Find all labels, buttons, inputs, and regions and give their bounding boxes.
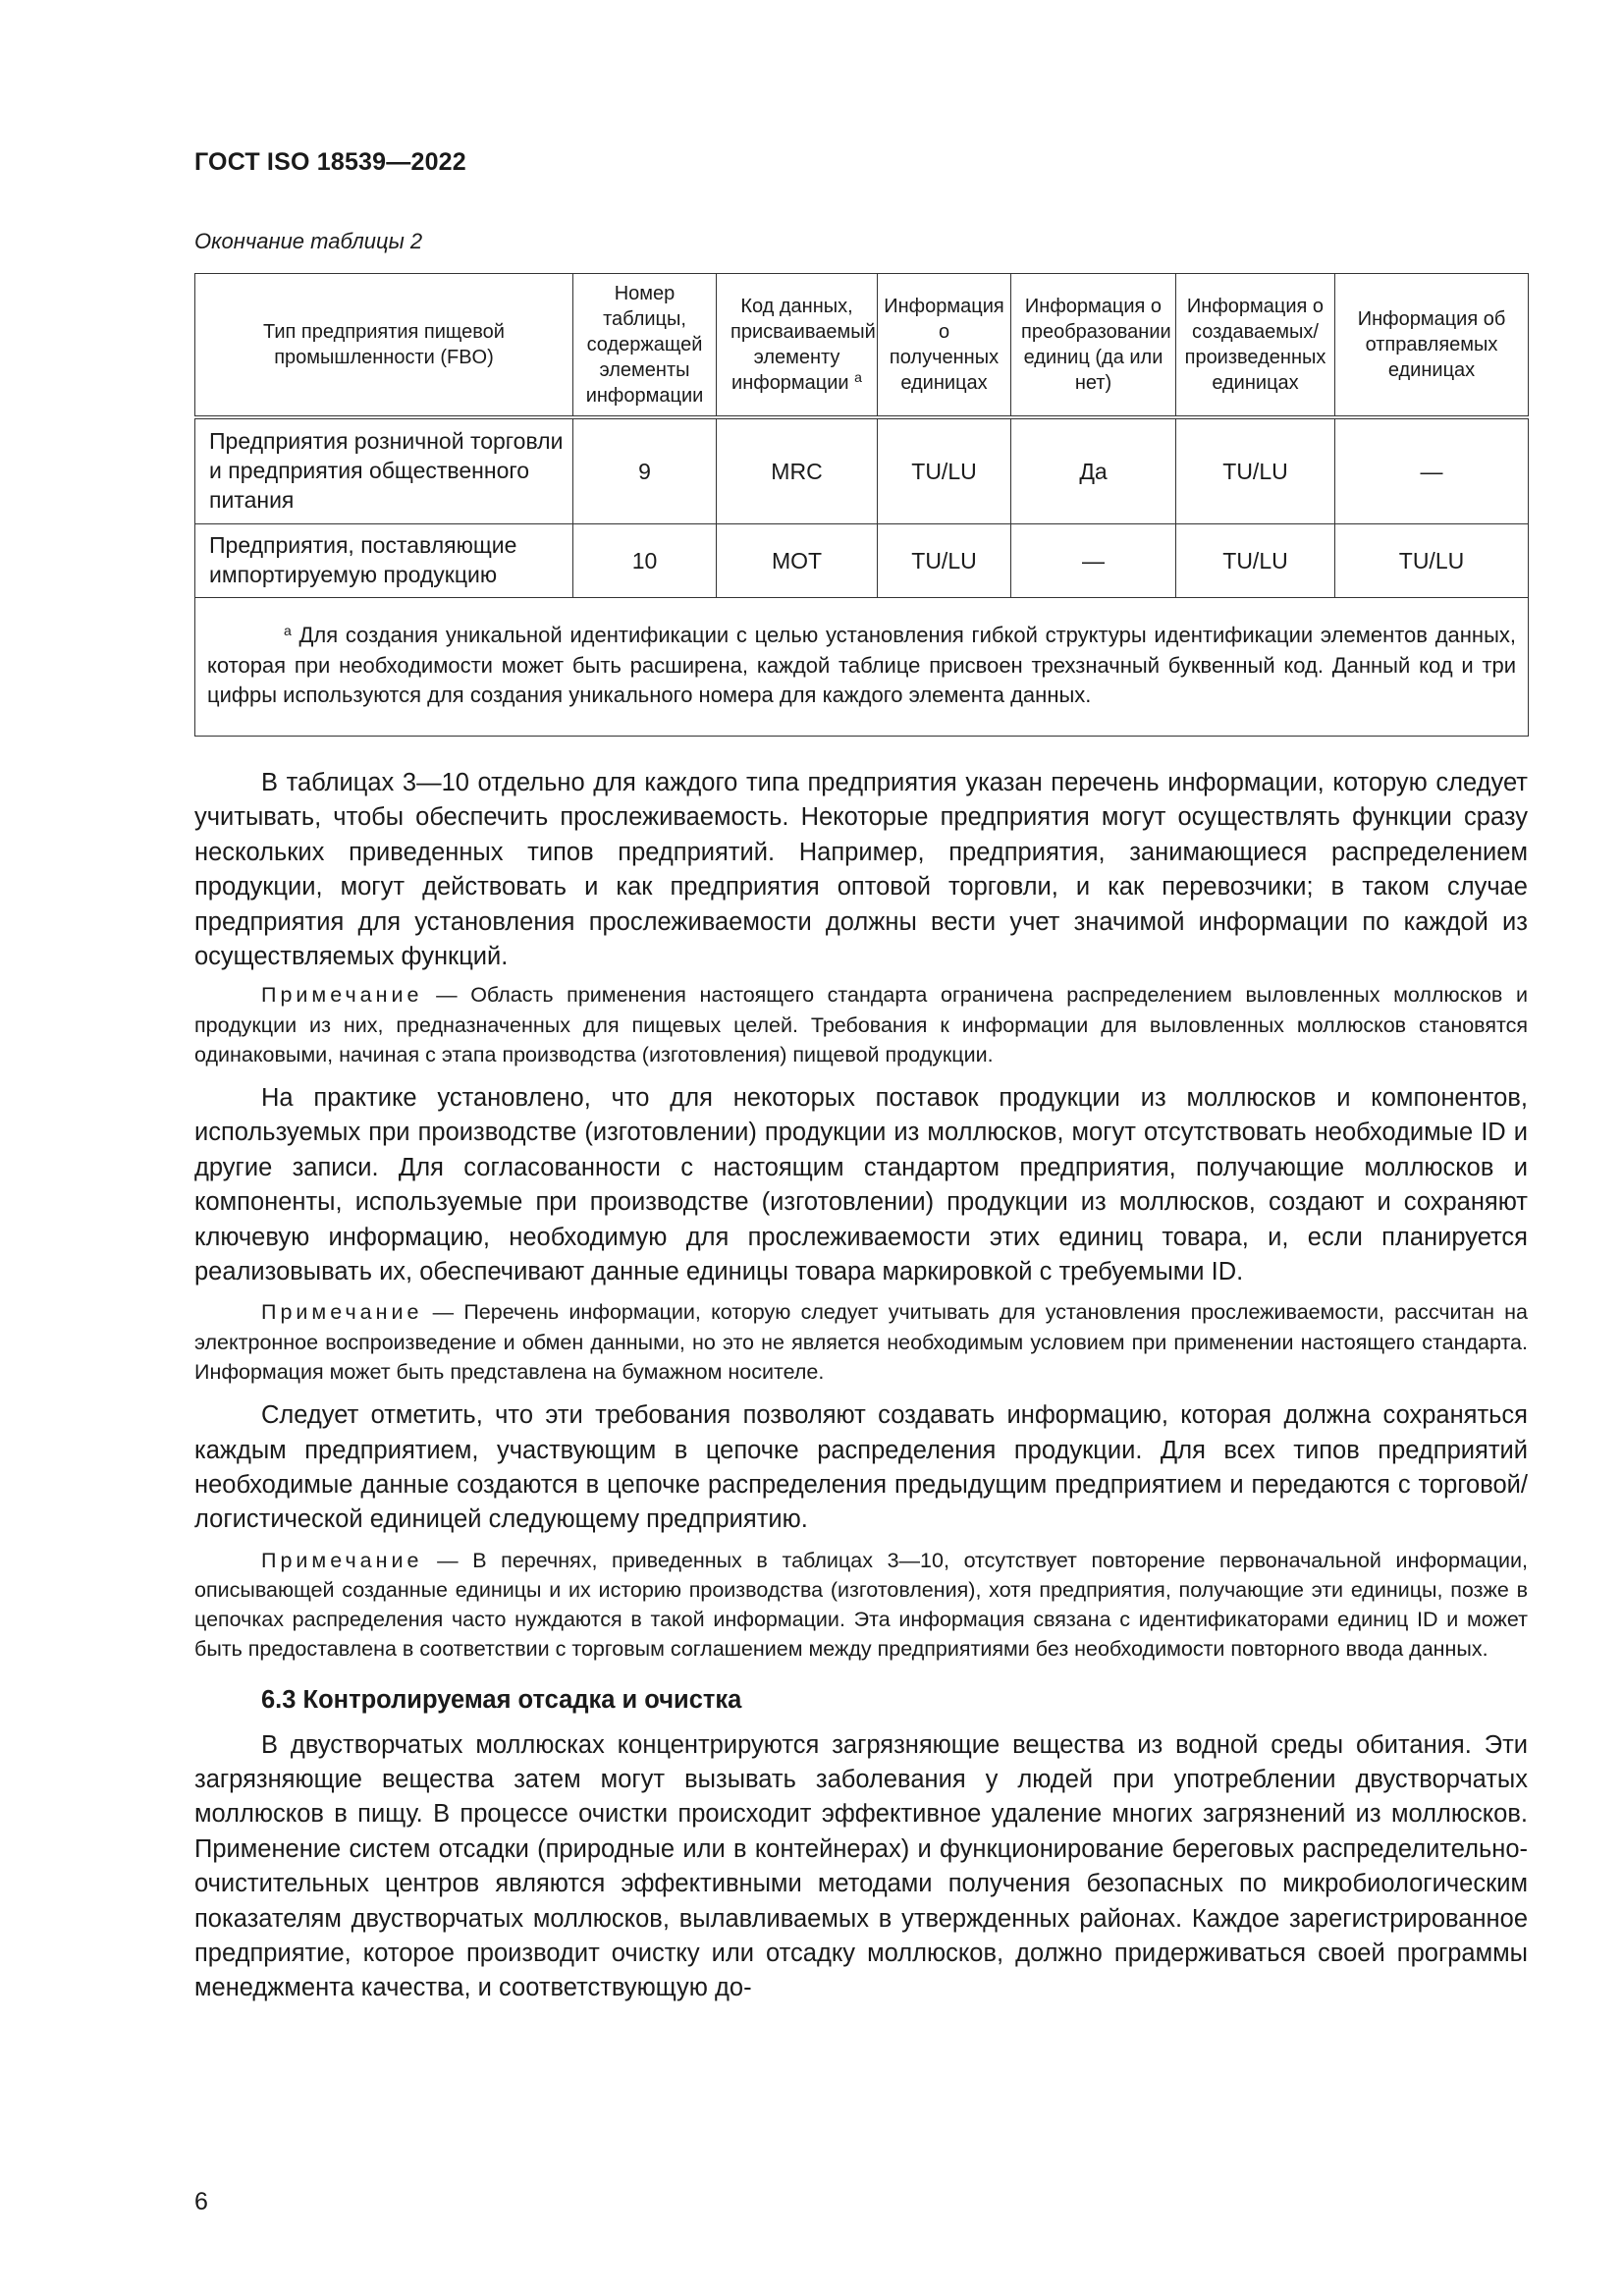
note-text: — В перечнях, приведенных в таблицах 3—10, отсутствует повторение первоначальной информации, описывающей созданные единицы и их историю производства (изготовления), хотя предприятия, получающие эти единицы, позже в цепочках распределения часто нуждаются в такой информации. Эта информация связана с идентификаторами единиц ID и может быть предоставлена в соответствии с торговым соглашением между предприятиями без необходимости повторного ввода данных.	[194, 1548, 1528, 1662]
note-label: Примечание	[261, 983, 423, 1008]
column-header-label: Информация о преобразовании единиц (да или нет)	[1021, 296, 1171, 394]
column-header-label: Информация об отправляемых единицах	[1357, 308, 1506, 381]
cell-data-code: MRC	[717, 417, 878, 524]
column-header-created	[1176, 274, 1335, 418]
cell-shipped: TU/LU	[1335, 524, 1529, 598]
document-header: ГОСТ ISO 18539—2022	[194, 148, 466, 176]
cell-transformed: —	[1011, 524, 1176, 598]
note	[194, 980, 1528, 1069]
column-header-shipped	[1335, 274, 1529, 418]
cell-created: TU/LU	[1176, 417, 1335, 524]
paragraph: В таблицах 3—10 отдельно для каждого типа предприятия указан перечень информации, которую следует учитывать, чтобы обеспечить прослеживаемость. Некоторые предприятия могут осуществлять функции сразу нескольких приведенных типов предприятий. Например, предприятия, занимающиеся распределением продукции, могут действовать и как предприятия оптовой торговли, и как перевозчики; в таком случае предприятия для установления прослеживаемости должны вести учет значимой информации по каждой из осуществляемых функций.	[194, 769, 1528, 971]
paragraph: Следует отметить, что эти требования позволяют создавать информацию, которая должна сохраняться каждым предприятием, участвующим в цепочке распределения продукции. Для всех типов предприятий необходимые данные создаются в цепочке распределения предыдущим предприятием и передаются с торговой/логистической единицей следующему предприятию.	[194, 1401, 1528, 1534]
cell-table-number: 9	[573, 417, 717, 524]
table-row	[195, 524, 1529, 598]
cell-fbo-type: Предприятия розничной торговли и предприятия общественного питания	[195, 417, 573, 524]
note-text: — Область применения настоящего стандарта ограничена распределением выловленных моллюсков и продукции из них, предназначенных для пищевых целей. Требования к информации для выловленных моллюсков становятся одинаковыми, начиная с этапа производства (изготовления) пищевой продукции.	[194, 983, 1528, 1066]
column-header-label: Информация о полученных единицах	[884, 296, 1004, 394]
cell-table-number: 10	[573, 524, 717, 598]
note-label: Примечание	[261, 1300, 423, 1325]
column-header-table-number	[573, 274, 717, 418]
column-header-fbo-type	[195, 274, 573, 418]
footnote-text: Для создания уникальной идентификации с целью установления гибкой структуры идентификации элементов данных, которая при необходимости может быть расширена, каждой таблице присвоен трехзначный буквенный код. Данный код и три цифры используются для создания уникального номера для каждого элемента данных.	[207, 623, 1516, 708]
column-header-received	[878, 274, 1011, 418]
cell-transformed: Да	[1011, 417, 1176, 524]
column-header-label: Тип предприятия пищевой промышленности (FBO)	[263, 321, 505, 368]
note	[194, 1546, 1528, 1665]
cell-data-code: MOT	[717, 524, 878, 598]
table-row	[195, 417, 1529, 524]
column-header-label: Номер таблицы, содержащей элементы информации	[585, 283, 704, 407]
paragraph: На практике установлено, что для некоторых поставок продукции из моллюсков и компонентов, используемых при производстве (изготовлении) продукции из моллюсков, могут отсутствовать необходимые ID и другие записи. Для согласованности с настоящим стандартом предприятия, получающие моллюсков и компоненты, используемые при производстве (изготовлении) продукции из моллюсков, создают и сохраняют ключевую информацию, необходимую для прослеживаемости этих единиц товара, и, если планируется реализовывать их, обеспечивают данные единицы товара маркировкой с требуемыми ID.	[194, 1084, 1528, 1286]
column-header-data-code	[717, 274, 878, 418]
cell-received: TU/LU	[878, 417, 1011, 524]
paragraph: В двустворчатых моллюсках концентрируются загрязняющие вещества из водной среды обитания. Эти загрязняющие вещества затем могут вызывать заболевания у людей при употреблении двустворчатых моллюсков в пищу. В процессе очистки происходит эффективное удаление многих загрязнений из моллюсков. Применение систем отсадки (природные или в контейнерах) и функционирование береговых распределительно-очистительных центров являются эффективными методами получения безопасных по микробиологическим показателям двустворчатых моллюсков, вылавливаемых в утвержденных районах. Каждое зарегистрированное предприятие, которое производит очистку или отсадку моллюсков, должно придерживаться своей программы менеджмента качества, и соответствующую до-	[194, 1730, 1528, 2002]
cell-fbo-type: Предприятия, поставляющие импортируемую продукцию	[195, 524, 573, 598]
page-number: 6	[194, 2188, 208, 2215]
section-title: 6.3 Контролируемая отсадка и очистка	[261, 1685, 742, 1714]
table-caption: Окончание таблицы 2	[194, 229, 423, 253]
table-footnote	[195, 598, 1529, 737]
column-header-transformed	[1011, 274, 1176, 418]
note-label: Примечание	[261, 1548, 423, 1572]
column-header-label: Информация о создаваемых/произведенных единицах	[1184, 296, 1326, 394]
table-footnote-row	[195, 598, 1529, 737]
note-text: — Перечень информации, которую следует учитывать для установления прослеживаемости, рассчитан на электронное воспроизведение и обмен данными, но это не является необходимым условием при применении настоящего стандарта. Информация может быть представлена на бумажном носителе.	[194, 1300, 1528, 1384]
footnote-mark: a	[854, 369, 862, 385]
cell-received: TU/LU	[878, 524, 1011, 598]
table-2	[194, 273, 1529, 737]
cell-created: TU/LU	[1176, 524, 1335, 598]
cell-shipped: —	[1335, 417, 1529, 524]
footnote-mark: a	[284, 623, 292, 639]
body-text	[194, 766, 1528, 2006]
column-header-label: Код данных, присваиваемый элементу информации	[730, 296, 876, 394]
note	[194, 1297, 1528, 1387]
table-header-row	[195, 274, 1529, 418]
